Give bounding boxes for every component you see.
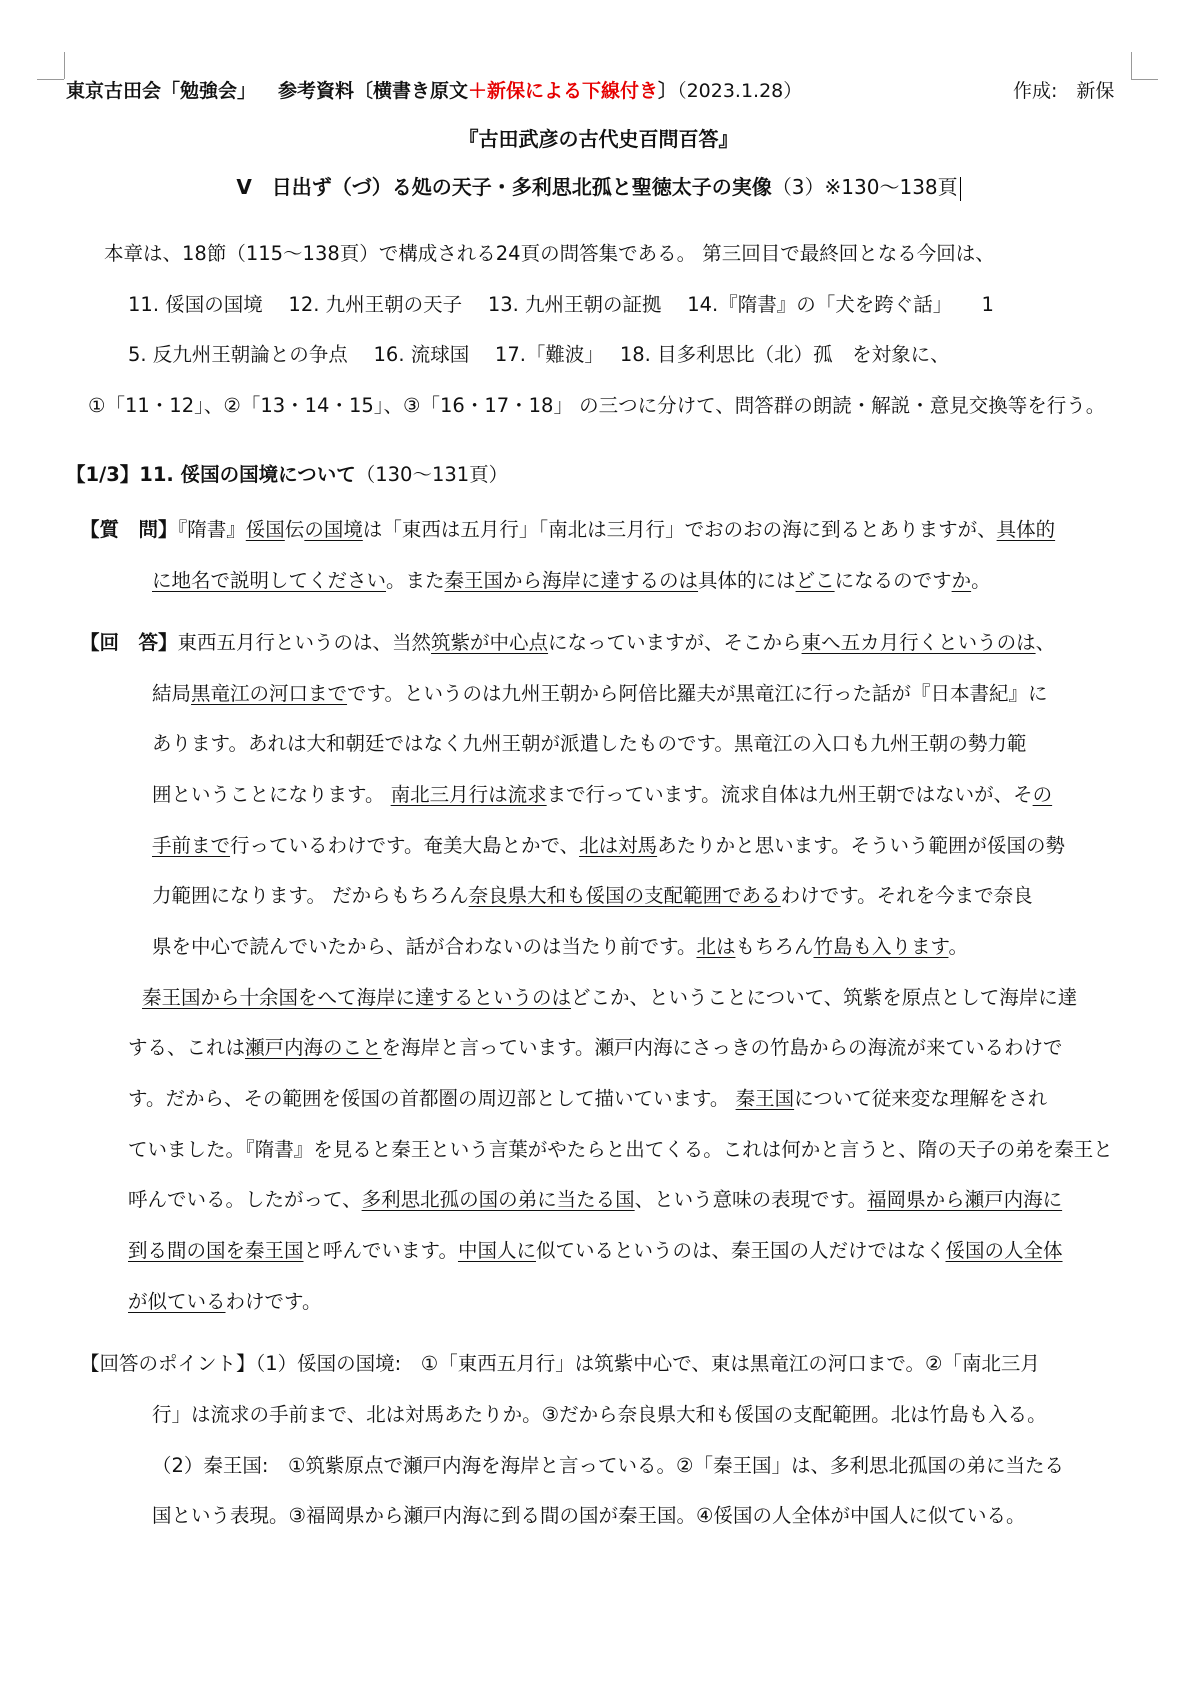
answer-line-5 xyxy=(152,831,1065,861)
question-line-2 xyxy=(152,566,991,596)
a-text: と呼んでいます。 xyxy=(303,1239,458,1262)
a-text: す。だから、その範囲を俀国の首都圏の周辺部として描いています。 xyxy=(128,1087,736,1110)
section-heading-pages: （130～131頁） xyxy=(355,463,509,486)
q-underline: か xyxy=(951,569,972,592)
a-text: あたりかと思います。そういう範囲が俀国の勢 xyxy=(657,834,1066,857)
q-text: 具体的には xyxy=(698,569,796,592)
document-header xyxy=(66,76,802,106)
a-text: を海岸と言っています。瀬戸内海にさっきの竹島からの海流が来ているわけで xyxy=(381,1036,1063,1059)
a-underline: 奈良県大和も俀国の支配範囲である xyxy=(468,884,781,907)
a-underline: 中国人に xyxy=(457,1239,536,1262)
answer-line-2 xyxy=(152,679,1047,709)
a-text: 東西五月行というのは、当然 xyxy=(177,631,432,654)
a-underline: 福岡県から瀬戸内海に xyxy=(867,1188,1063,1211)
a-text: まで行っています。流求自体は九州王朝ではないが、そ xyxy=(546,783,1033,806)
q-text: 。 xyxy=(971,569,991,592)
a-underline: 多利思北孤の国の弟に当たる国 xyxy=(361,1188,635,1211)
a-text: 似ているというのは、秦王国の人だけではなく xyxy=(535,1239,946,1262)
header-material: 参考資料〔横書き原文 xyxy=(278,80,469,102)
a-underline: の xyxy=(1032,783,1053,806)
q-underline: の国境 xyxy=(304,518,363,541)
a-underline: 南北三月行は流求 xyxy=(390,783,547,806)
a-text: 県を中心で読んでいたから、話が合わないのは当たり前です。 xyxy=(152,935,697,958)
a-underline: 筑紫が中心点 xyxy=(431,631,549,654)
document-subtitle xyxy=(0,172,1197,202)
intro-line-4: ①「11・12」、②「13・14・15」、③「16・17・18」 の三つに分けて、問答群の朗読・解説・意見交換等を行う。 xyxy=(88,394,1106,417)
answer-p2-line-5 xyxy=(128,1185,1062,1215)
q-text: 。また xyxy=(386,569,445,592)
header-material-close: 〕 xyxy=(658,80,678,102)
a-text: わけです。それを今まで奈良 xyxy=(780,884,1033,907)
q-text: 伝 xyxy=(284,518,305,541)
a-text: 。 xyxy=(948,935,968,958)
points-line-2: 行」は流求の手前まで、北は対馬あたりか。③だから奈良県大和も俀国の支配範囲。北は竹島も入る。 xyxy=(152,1403,1047,1426)
question-label: 【質 問】 xyxy=(80,518,178,541)
subtitle-pages: （3）※130～138頁 xyxy=(771,175,958,199)
intro-line-3: 5. 反九州王朝論との争点 16. 流球国 17.「難波」 18. 目多利思比（北）孤 を対象に、 xyxy=(128,343,950,366)
a-underline: が似ている xyxy=(128,1290,226,1313)
answer-line-3: あります。あれは大和朝廷ではなく九州王朝が派遣したものです。黒竜江の入口も九州王朝の勢力範 xyxy=(152,732,1027,755)
answer-line-6 xyxy=(152,881,1033,911)
q-underline: 具体的 xyxy=(996,518,1056,541)
points-line-4: 国という表現。③福岡県から瀬戸内海に到る間の国が秦王国。④俀国の人全体が中国人に似ている。 xyxy=(152,1504,1026,1527)
a-underline: 東へ五カ月行くというのは xyxy=(801,631,1036,654)
q-underline: 秦王国から海岸に達するのは xyxy=(444,569,699,592)
q-underline: どこ xyxy=(795,569,835,592)
section-heading xyxy=(66,460,508,490)
a-underline: 秦王国から十余国をへて海岸に達するというのは xyxy=(142,986,572,1009)
a-text: 行っているわけです。奄美大島とかで、 xyxy=(230,834,580,857)
points-line-3: （2）秦王国: ①筑紫原点で瀬戸内海を海岸と言っている。②「秦王国」は、多利思北孤国の弟に当たる xyxy=(152,1454,1064,1477)
q-text: 『隋書』 xyxy=(177,518,246,541)
answer-line-7 xyxy=(152,932,968,962)
intro-line-1: 本章は、18節（115～138頁）で構成される24頁の問答集である。 第三回目で最終回となる今回は、 xyxy=(104,242,995,265)
answer-p2-line-6 xyxy=(128,1236,1063,1266)
a-underline: 手前まで xyxy=(152,834,231,857)
answer-p2-line-2 xyxy=(128,1033,1062,1063)
answer-p2-line-1 xyxy=(142,983,1077,1013)
a-underline: 秦王国 xyxy=(735,1087,795,1110)
a-underline: 到る間の国を秦王国 xyxy=(128,1239,304,1262)
q-text: になるのです xyxy=(834,569,952,592)
crop-mark-top-right-vertical xyxy=(1131,52,1132,79)
a-text: する、これは xyxy=(128,1036,246,1059)
q-underline: に地名で説明してください xyxy=(152,569,387,592)
a-text: 呼んでいる。したがって、 xyxy=(128,1188,362,1211)
a-underline: 竹島も入ります xyxy=(813,935,949,958)
q-underline: 俀国 xyxy=(245,518,285,541)
a-text: どこか、ということについて、筑紫を原点として海岸に達 xyxy=(571,986,1078,1009)
document-title: 『古田武彦の古代史百問百答』 xyxy=(458,127,739,151)
a-text: 、という意味の表現です。 xyxy=(634,1188,868,1211)
answer-p2-line-7 xyxy=(128,1287,321,1317)
a-underline: 北は対馬 xyxy=(579,834,658,857)
a-text: 力範囲になります。 だからもちろん xyxy=(152,884,469,907)
points-line-1 xyxy=(80,1349,1040,1379)
a-text: もちろん xyxy=(735,935,814,958)
crop-mark-top-left-vertical xyxy=(64,52,65,79)
answer-line-1 xyxy=(80,628,1055,658)
question-line-1 xyxy=(80,515,1055,545)
section-heading-label: 【1/3】 xyxy=(66,463,140,486)
a-text: です。というのは九州王朝から阿倍比羅夫が黒竜江に行った話が『日本書紀』に xyxy=(347,682,1048,705)
points-text: （1）俀国の国境: ①「東西五月行」は筑紫中心で、東は黒竜江の河口まで。②「南北三月 xyxy=(255,1352,1040,1375)
section-heading-title: 11. 俀国の国境について xyxy=(139,463,356,486)
a-text: について従来変な理解をされ xyxy=(794,1087,1048,1110)
crop-mark-top-right-horizontal xyxy=(1131,79,1158,80)
a-text: 、 xyxy=(1035,631,1056,654)
answer-p2-line-4: ていました。『隋書』を見ると秦王という言葉がやたらと出てくる。これは何かと言うと、隋の天子の弟を秦王と xyxy=(128,1138,1113,1161)
points-label: 【回答のポイント】 xyxy=(80,1352,256,1375)
a-underline: 瀬戸内海のこと xyxy=(245,1036,382,1059)
a-underline: 俀国の人全体 xyxy=(945,1239,1063,1262)
header-material-red: ＋新保による下線付き xyxy=(468,80,659,102)
header-date: （2023.1.28） xyxy=(677,80,803,102)
answer-p2-line-3 xyxy=(128,1084,1047,1114)
header-org: 東京古田会「勉強会」 xyxy=(66,80,257,102)
a-underline: 黒竜江の河口まで xyxy=(191,682,348,705)
text-cursor xyxy=(960,177,961,201)
a-text: になっていますが、そこから xyxy=(548,631,802,654)
a-text: わけです。 xyxy=(225,1290,322,1313)
answer-label: 【回 答】 xyxy=(80,631,178,654)
subtitle-main: Ⅴ 日出ず（づ）る処の天子・多利思北孤と聖徳太子の実像 xyxy=(236,175,772,199)
header-author: 作成: 新保 xyxy=(1013,80,1115,102)
a-text: 結局 xyxy=(152,682,192,705)
intro-line-2: 11. 俀国の国境 12. 九州王朝の天子 13. 九州王朝の証拠 14.『隋書』の「犬を跨ぐ話」 1 xyxy=(128,293,994,316)
a-text: 囲ということになります。 xyxy=(152,783,391,806)
q-text: は「東西は五月行」「南北は三月行」でおのおの海に到るとありますが、 xyxy=(362,518,997,541)
crop-mark-top-left-horizontal xyxy=(37,79,64,80)
answer-line-4 xyxy=(152,780,1052,810)
a-underline: 北は xyxy=(696,935,736,958)
